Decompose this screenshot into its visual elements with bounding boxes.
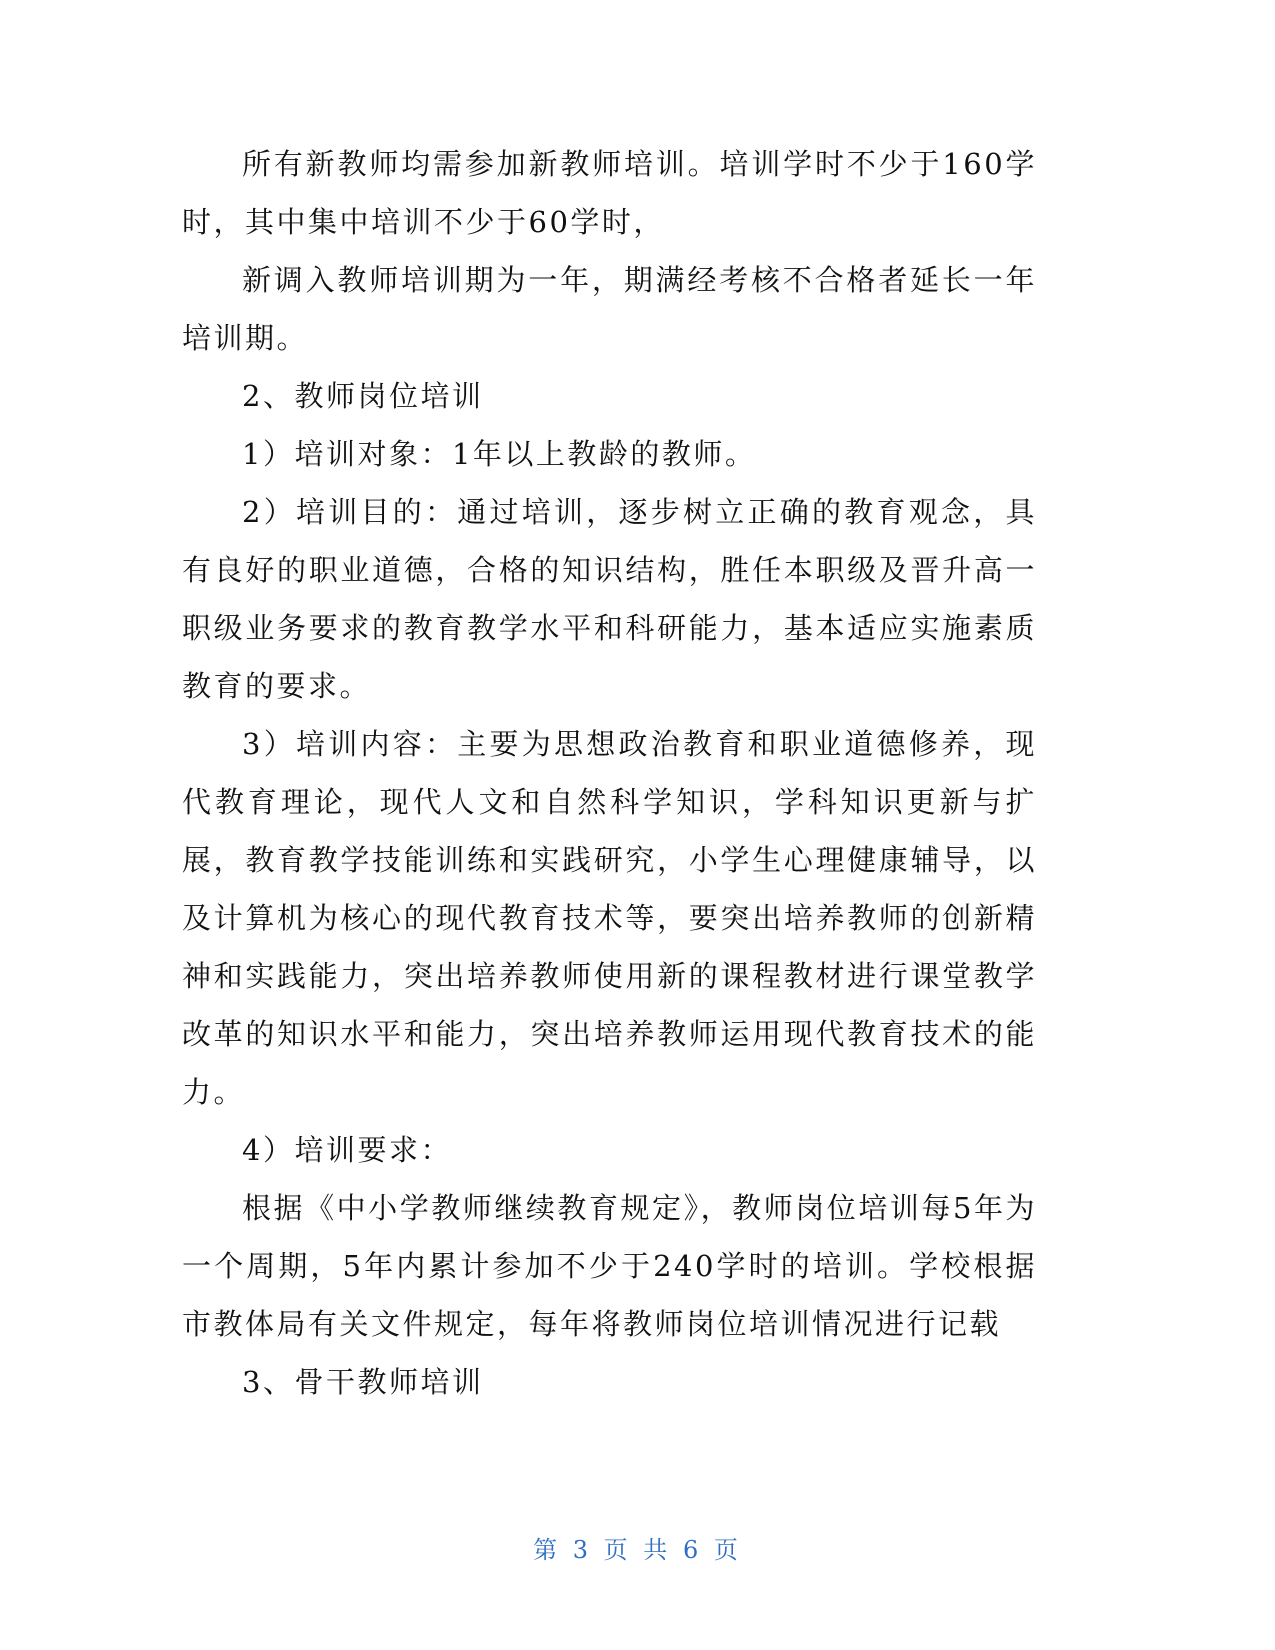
paragraph-training-requirements-heading: 4）培训要求：	[242, 1133, 452, 1167]
paragraph-training-requirements: 根据《中小学教师继续教育规定》，教师岗位培训每5年为一个周期，5年内累计参加不少于240学时的培训。学校根据市教体局有关文件规定，每年将教师岗位培训情况进行记载	[182, 1191, 1037, 1341]
paragraph-training-purpose: 2）培训目的：通过培训，逐步树立正确的教育观念，具有良好的职业道德，合格的知识结构，胜任本职级及晋升高一职级业务要求的教育教学水平和科研能力，基本适应实施素质教育的要求。	[182, 495, 1037, 703]
page-footer: 第 3 页 共 6 页	[533, 1536, 742, 1564]
paragraph-training-content: 3）培训内容：主要为思想政治教育和职业道德修养，现代教育理论，现代人文和自然科学知识，学科知识更新与扩展，教育教学技能训练和实践研究，小学生心理健康辅导，以及计算机为核心的现代教育技术等，要突出培养教师的创新精神和实践能力，突出培养教师使用新的课程教材进行课堂教学改革的知识水平和能力，突出培养教师运用现代教育技术的能力。	[182, 727, 1037, 1109]
paragraph-training-target: 1）培训对象：1年以上教龄的教师。	[242, 437, 757, 471]
paragraph-transferred-teacher: 新调入教师培训期为一年，期满经考核不合格者延长一年培训期。	[182, 263, 1037, 355]
document-body	[182, 135, 1037, 1411]
section-heading-backbone-training: 3、骨干教师培训	[242, 1365, 484, 1399]
section-heading-post-training: 2、教师岗位培训	[242, 379, 484, 413]
paragraph-new-teacher-training: 所有新教师均需参加新教师培训。培训学时不少于160学时，其中集中培训不少于60学时，	[182, 147, 1037, 239]
